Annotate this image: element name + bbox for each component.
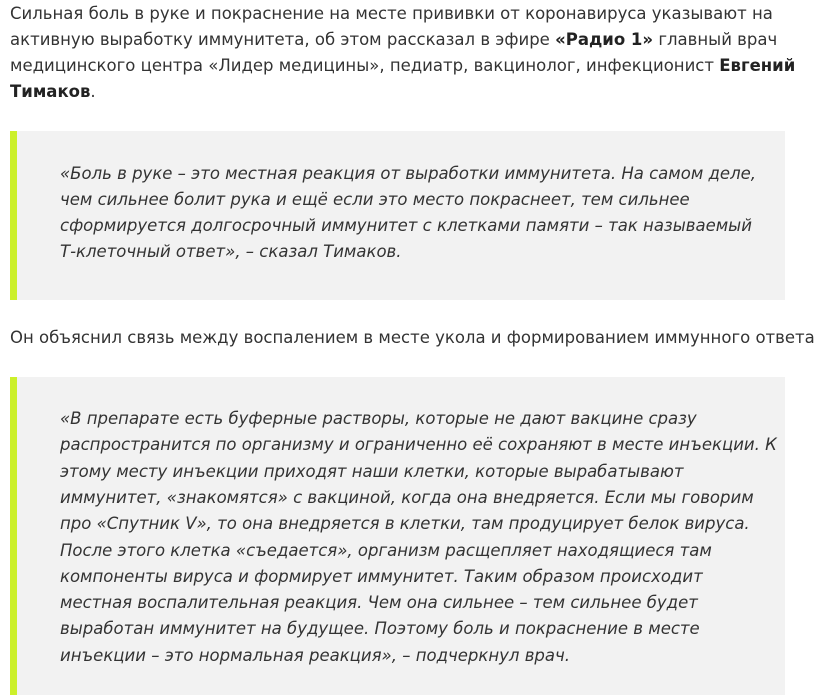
- quote2-line-7: компоненты вируса и формирует иммунитет. Таким образом происходит: [60, 566, 703, 586]
- radio-name: «Радио 1»: [555, 30, 654, 49]
- intro-line-1: Сильная боль в руке и покраснение на месте прививки от коронавируса указывают на: [10, 4, 773, 23]
- quote2-line-9: выработан иммунитет на будущее. Поэтому боль и покраснение в месте: [60, 619, 700, 639]
- quote2-line-8: местная воспалительная реакция. Чем она сильнее – тем сильнее будет: [60, 593, 698, 613]
- intro-line-3: медицинского центра «Лидер медицины», педиатр, вакцинолог, инфекционист Евгений: [10, 56, 796, 75]
- quote1-line-2: чем сильнее болит рука и ещё если это место покраснеет, тем сильнее: [60, 190, 690, 209]
- quote2-line-1: «В препарате есть буферные растворы, которые не дают вакцине сразу: [60, 409, 697, 428]
- person-first-name: Евгений: [719, 56, 796, 75]
- blockquote-1: [10, 131, 785, 300]
- quote2-line-4: иммунитет, «знакомятся» с вакциной, когда она внедряется. Если мы говорим: [60, 487, 754, 507]
- blockquote-2: [10, 377, 785, 695]
- quote2-line-6: После этого клетка «съедается», организм расщепляет находящиеся там: [60, 540, 712, 560]
- quote2-line-3: этому месту инъекции приходят наши клетки, которые вырабатывают: [60, 461, 684, 481]
- quote2-line-2: распространится по организму и ограниченно её сохраняют в месте инъекции. К: [60, 435, 777, 455]
- quote1-line-1: «Боль в руке – это местная реакция от выработки иммунитета. На самом деле,: [60, 164, 757, 183]
- quote2-line-5: про «Спутник V», то она внедряется в клетки, там продуцирует белок вируса.: [60, 514, 750, 534]
- quote1-line-4: Т-клеточный ответ», – сказал Тимаков.: [60, 242, 402, 261]
- intro-line-4: Тимаков.: [10, 82, 96, 101]
- intro-line-2: активную выработку иммунитета, об этом рассказал в эфире «Радио 1» главный врач: [10, 30, 778, 49]
- middle-paragraph: Он объяснил связь между воспалением в месте укола и формированием иммунного ответа: [10, 328, 815, 347]
- quote1-line-3: сформируется долгосрочный иммунитет с клетками памяти – так называемый: [60, 216, 752, 235]
- quote2-line-10: инъекции – это нормальная реакция», – подчеркнул врач.: [60, 645, 570, 665]
- person-last-name: Тимаков: [10, 82, 91, 101]
